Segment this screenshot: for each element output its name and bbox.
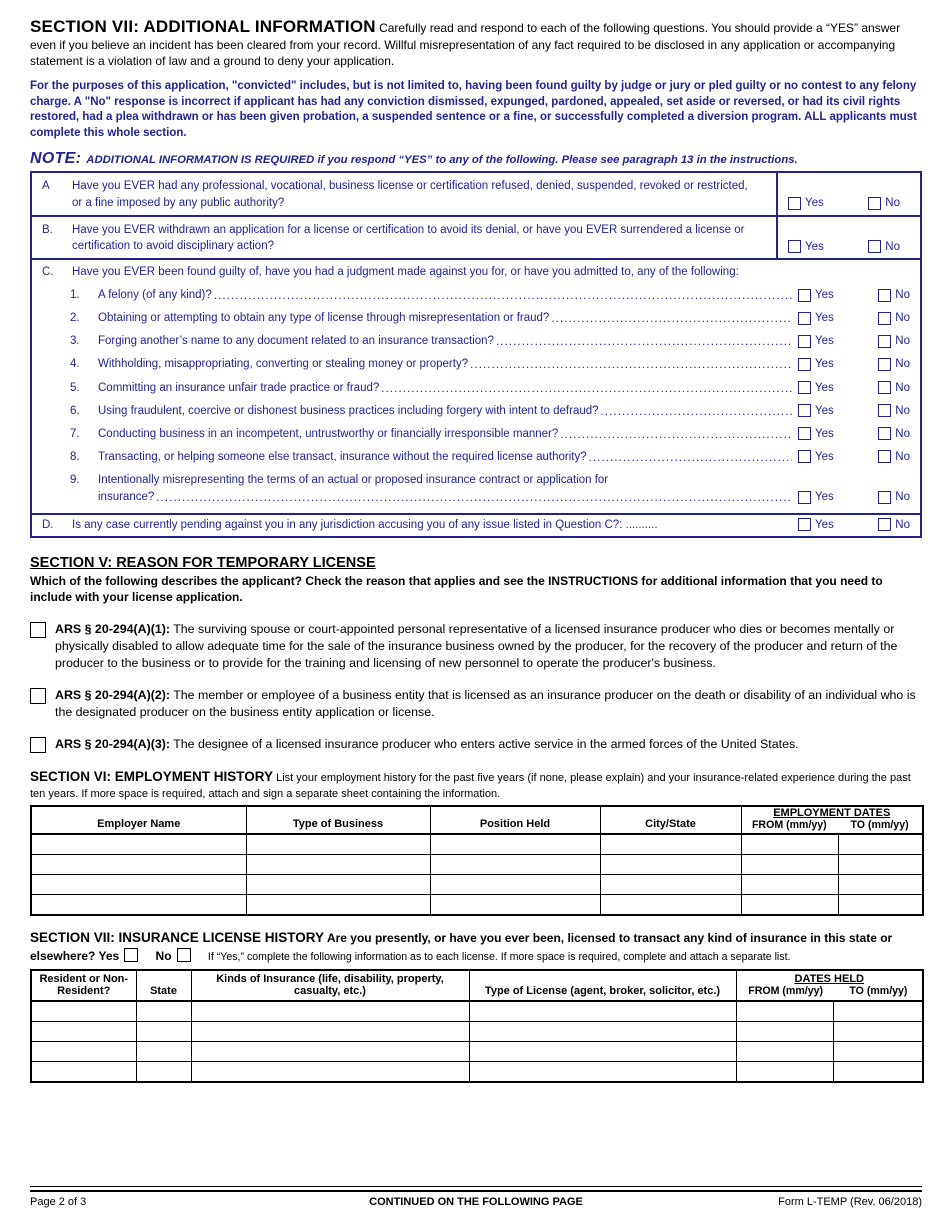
yes-no-group [798, 310, 910, 326]
type-of-business-cell[interactable] [246, 875, 430, 895]
question-b-answer-cell [776, 217, 920, 258]
question-c-item-6 [42, 403, 910, 419]
item-number: 2. [70, 312, 80, 325]
question-c-id: C. [42, 266, 54, 279]
type-cell[interactable] [469, 1001, 736, 1022]
employment-history-table [30, 805, 924, 916]
section-license-instructions: If “Yes,” complete the following information as to each license. If more space is required, complete and attach a separate list. [207, 951, 791, 964]
question-d-id: D. [42, 518, 54, 531]
dot-leader [381, 381, 792, 395]
reason-option-2-text: ARS § 20-294(A)(2): The member or employee of a business entity that is licensed as an insurance producer on the death or disability of an individual who is the designated producer on the business entity application or license. [55, 688, 916, 720]
dot-leader [470, 357, 792, 371]
from-date-cell[interactable] [741, 895, 838, 916]
no-label: No [895, 427, 910, 440]
question-a-no-checkbox[interactable] [868, 197, 881, 210]
yes-label: Yes [815, 289, 834, 302]
no-label: No [895, 381, 910, 394]
no-label: No [895, 404, 910, 417]
question-c-item-3 [42, 333, 910, 349]
type-cell[interactable] [469, 1022, 736, 1042]
section-employment-title: SECTION VI: EMPLOYMENT HISTORY [30, 769, 274, 785]
from-date-cell[interactable] [736, 1042, 833, 1062]
question-c7-no-checkbox[interactable] [878, 427, 891, 440]
dot-leader [214, 288, 792, 302]
question-c5-no-checkbox[interactable] [878, 381, 891, 394]
col-employment-dates [741, 806, 923, 834]
no-label: No [895, 358, 910, 371]
to-date-cell[interactable] [838, 855, 923, 875]
dot-leader [560, 427, 792, 441]
col-state: State [136, 970, 191, 1001]
resident-cell[interactable] [31, 1001, 136, 1022]
col-type-of-business: Type of Business [246, 806, 430, 834]
type-cell[interactable] [469, 1042, 736, 1062]
yes-label: Yes [815, 312, 834, 325]
license-table-row [31, 1042, 923, 1062]
from-date-cell[interactable] [736, 1062, 833, 1083]
question-c5-yes-checkbox[interactable] [798, 381, 811, 394]
city-state-cell[interactable] [600, 834, 741, 855]
employer-name-cell[interactable] [31, 834, 246, 855]
item-number: 4. [70, 358, 80, 371]
to-date-cell[interactable] [833, 1001, 923, 1022]
question-row-d [32, 515, 920, 536]
yes-label: Yes [815, 381, 834, 394]
yes-label: Yes [805, 197, 824, 210]
note-line [30, 150, 922, 168]
yes-label: Yes [815, 358, 834, 371]
item-number: 7. [70, 427, 80, 440]
yes-label: Yes [815, 335, 834, 348]
question-c-item-8 [42, 449, 910, 465]
reason-option-3-text: ARS § 20-294(A)(3): The designee of a licensed insurance producer who enters active service in the armed forces of the United States. [55, 737, 799, 752]
to-date-cell[interactable] [833, 1042, 923, 1062]
convicted-definition-note: For the purposes of this application, "convicted" includes, but is not limited to, having been found guilty by judge or jury or pled guilty or no contest to any felony charge. A "No" response is incorrect if applicant has had any conviction dismissed, expunged, pardoned, appealed, set aside or reversed, or had its civil rights restored, had a plea withdrawn or has been given probation, a suspended sentence or a fine, or successfully completed a diversion program. ALL applicants must complete this whole section. [30, 80, 917, 139]
from-date-cell[interactable] [741, 834, 838, 855]
yes-no-group [798, 356, 910, 372]
statute-label: ARS § 20-294(A)(3): [55, 737, 170, 752]
employer-name-cell[interactable] [31, 875, 246, 895]
yes-label: Yes [815, 490, 834, 503]
question-c3-yes-checkbox[interactable] [798, 335, 811, 348]
city-state-cell[interactable] [600, 855, 741, 875]
col-kinds-of-insurance: Kinds of Insurance (life, disability, property, casualty, etc.) [191, 970, 469, 1001]
yes-no-group [798, 449, 910, 465]
reason-option-2 [30, 687, 922, 721]
resident-cell[interactable] [31, 1042, 136, 1062]
question-c-item-5 [42, 380, 910, 396]
from-date-cell[interactable] [736, 1001, 833, 1022]
item-text: Using fraudulent, coercive or dishonest business practices including forgery with intent to defraud? [98, 404, 599, 417]
question-c1-no-checkbox[interactable] [878, 289, 891, 302]
type-of-business-cell[interactable] [246, 855, 430, 875]
position-held-cell[interactable] [430, 875, 600, 895]
license-table-row [31, 1062, 923, 1083]
section-additional-header [30, 16, 922, 69]
question-row-c [32, 260, 920, 515]
section-additional-intro: Carefully read and respond to each of the following questions. You should provide a “YES” answer even if you believe an incident has been cleared from your record. Willful misrepresentation of any fact required to be disclosed in any application or accompanying statement is a violation of law and a ground to deny your application. [30, 21, 901, 68]
city-state-cell[interactable] [600, 875, 741, 895]
from-date-cell[interactable] [741, 855, 838, 875]
question-c1-yes-checkbox[interactable] [798, 289, 811, 302]
form-id: Form L-TEMP (Rev. 06/2018) [778, 1196, 922, 1208]
question-d-yes-checkbox[interactable] [798, 518, 811, 531]
yes-no-group [798, 287, 910, 303]
to-date-cell[interactable] [838, 895, 923, 916]
kinds-cell[interactable] [191, 1042, 469, 1062]
question-c9-yes-checkbox[interactable] [798, 491, 811, 504]
no-label: No [895, 490, 910, 503]
dot-leader [551, 311, 792, 325]
item-text: Transacting, or helping someone else transact, insurance without the required license authority? [98, 450, 587, 463]
col-position-held: Position Held [430, 806, 600, 834]
yes-label: Yes [815, 518, 834, 531]
section-reason [30, 555, 922, 753]
question-b-no-checkbox[interactable] [868, 240, 881, 253]
position-held-cell[interactable] [430, 855, 600, 875]
state-cell[interactable] [136, 1022, 191, 1042]
item-text: Obtaining or attempting to obtain any type of license through misrepresentation or fraud? [98, 312, 550, 325]
question-c-item-2 [42, 310, 910, 326]
section-reason-intro: Which of the following describes the applicant? Check the reason that applies and see the INSTRUCTIONS for additional information that you need to include with your license application. [30, 574, 883, 604]
reason-option-1-text: ARS § 20-294(A)(1): The surviving spouse or court-appointed personal representative of a licensed insurance producer who dies or becomes mentally or physically disabled to allow adequate time for the sale of the insurance business owned by the producer, for the recovery of the producer and return of the producer to the business or to provide for the training and licensing of new personnel to operate the producer's business. [55, 621, 898, 670]
yes-label: Yes [815, 450, 834, 463]
employment-table-row [31, 855, 923, 875]
to-date-cell[interactable] [833, 1062, 923, 1083]
employment-table-header-row [31, 806, 923, 834]
no-label: No [895, 518, 910, 531]
position-held-cell[interactable] [430, 834, 600, 855]
item-number: 5. [70, 381, 80, 394]
from-date-cell[interactable] [736, 1022, 833, 1042]
yes-label: Yes [815, 404, 834, 417]
item-number: 8. [70, 450, 80, 463]
item-number: 3. [70, 335, 80, 348]
insurance-license-history-table [30, 969, 924, 1083]
page-footer [30, 1186, 922, 1208]
yes-no-group [798, 380, 910, 396]
col-resident: Resident or Non-Resident? [31, 970, 136, 1001]
dot-leader [496, 334, 792, 348]
yes-no-group [798, 489, 910, 505]
item-text: Conducting business in an incompetent, untrustworthy or financially irresponsible manner? [98, 427, 559, 440]
footer-rule [30, 1186, 922, 1192]
question-c-text: Have you EVER been found guilty of, have you had a judgment made against you for, or have you admitted to, any of the following: [72, 266, 739, 279]
to-date-cell[interactable] [833, 1022, 923, 1042]
section-employment-header [30, 768, 922, 801]
item-number: 6. [70, 404, 80, 417]
yes-no-group [798, 403, 910, 419]
question-d-text: Is any case currently pending against you in any jurisdiction accusing you of any issue listed in Question C?: .......... [72, 518, 658, 531]
question-row-a [32, 173, 920, 216]
employer-name-cell[interactable] [31, 895, 246, 916]
to-date-cell[interactable] [838, 875, 923, 895]
license-yes-label: Yes [98, 949, 120, 964]
position-held-cell[interactable] [430, 895, 600, 916]
question-a-answer-cell [776, 173, 920, 214]
no-label: No [895, 335, 910, 348]
kinds-cell[interactable] [191, 1022, 469, 1042]
type-of-business-cell[interactable] [246, 895, 430, 916]
yes-no-group [798, 333, 910, 349]
question-c-item-7 [42, 426, 910, 442]
dot-leader [601, 404, 792, 418]
license-table-header-row [31, 970, 923, 1001]
yes-label: Yes [805, 240, 824, 253]
col-city-state: City/State [600, 806, 741, 834]
license-table-row [31, 1022, 923, 1042]
question-c-item-4 [42, 356, 910, 372]
yes-no-group [788, 197, 900, 210]
col-dates-held [736, 970, 923, 1001]
reason-option-3-checkbox[interactable] [30, 737, 46, 753]
reason-option-1 [30, 621, 922, 672]
resident-cell[interactable] [31, 1062, 136, 1083]
employment-table-row [31, 895, 923, 916]
to-header: TO (mm/yy) [850, 819, 909, 832]
question-row-b [32, 217, 920, 260]
section-employment [30, 768, 922, 916]
license-table-row [31, 1001, 923, 1022]
col-employer-name: Employer Name [31, 806, 246, 834]
yes-no-group [788, 240, 900, 253]
from-header: FROM (mm/yy) [748, 984, 824, 997]
continued-note: CONTINUED ON THE FOLLOWING PAGE [369, 1196, 583, 1208]
from-date-cell[interactable] [741, 875, 838, 895]
no-label: No [895, 312, 910, 325]
section-license-question: Are you presently, or have you ever been, licensed to transact any kind of insurance in this state or elsewhere? [30, 931, 893, 964]
no-label: No [895, 289, 910, 302]
statute-label: ARS § 20-294(A)(2): [55, 688, 170, 703]
section-license [30, 929, 922, 1083]
question-d-no-checkbox[interactable] [878, 518, 891, 531]
item-text: A felony (of any kind)? [98, 289, 212, 302]
question-c3-no-checkbox[interactable] [878, 335, 891, 348]
question-c-header [42, 264, 910, 280]
kinds-cell[interactable] [191, 1001, 469, 1022]
question-c-item-9-line2 [42, 489, 910, 505]
note-text: ADDITIONAL INFORMATION IS REQUIRED if you respond “YES” to any of the following. Please see paragraph 13 in the instructions. [86, 154, 798, 167]
question-c2-no-checkbox[interactable] [878, 312, 891, 325]
reason-option-1-checkbox[interactable] [30, 622, 46, 638]
dates-held-header: DATES HELD [794, 972, 864, 985]
state-cell[interactable] [136, 1001, 191, 1022]
yes-no-group [798, 518, 910, 531]
section-license-header [30, 929, 922, 965]
question-c9-no-checkbox[interactable] [878, 491, 891, 504]
question-a-id: A [42, 180, 50, 193]
dot-leader [589, 450, 792, 464]
question-b-text: Have you EVER withdrawn an application for a license or certification to avoid its denial, or have you EVER surrendered a license or certification to avoid disciplinary action? [72, 223, 745, 253]
to-date-cell[interactable] [838, 834, 923, 855]
section-employment-intro: List your employment history for the past five years (if none, please explain) and your insurance-related experience during the past ten years. If more space is required, attach and sign a separate sheet containing the information. [30, 772, 911, 800]
question-c-item-9-line1 [42, 472, 910, 488]
license-yes-checkbox[interactable] [124, 948, 138, 962]
col-type-of-license: Type of License (agent, broker, solicitor, etc.) [469, 970, 736, 1001]
reason-option-3 [30, 736, 922, 753]
question-c6-no-checkbox[interactable] [878, 404, 891, 417]
employment-table-row [31, 834, 923, 855]
no-label: No [885, 197, 900, 210]
state-cell[interactable] [136, 1062, 191, 1083]
kinds-cell[interactable] [191, 1062, 469, 1083]
question-a-yes-checkbox[interactable] [788, 197, 801, 210]
employment-dates-header: EMPLOYMENT DATES [773, 807, 891, 820]
question-c6-yes-checkbox[interactable] [798, 404, 811, 417]
question-c4-no-checkbox[interactable] [878, 358, 891, 371]
page-number: Page 2 of 3 [30, 1196, 87, 1208]
question-c2-yes-checkbox[interactable] [798, 312, 811, 325]
yes-label: Yes [815, 427, 834, 440]
type-cell[interactable] [469, 1062, 736, 1083]
item-text: Intentionally misrepresenting the terms of an actual or proposed insurance contract or application for [98, 473, 609, 486]
question-c-item-1 [42, 287, 910, 303]
question-c7-yes-checkbox[interactable] [798, 427, 811, 440]
note-label: NOTE: [30, 150, 82, 168]
from-header: FROM (mm/yy) [751, 819, 827, 832]
item-number: 1. [70, 289, 80, 302]
question-c4-yes-checkbox[interactable] [798, 358, 811, 371]
to-header: TO (mm/yy) [849, 984, 908, 997]
additional-information-table [30, 171, 922, 538]
yes-no-group [798, 426, 910, 442]
question-a-text: Have you EVER had any professional, vocational, business license or certification refused, denied, suspended, revoked or restricted, or a fine imposed by any public authority? [72, 180, 748, 210]
employer-name-cell[interactable] [31, 855, 246, 875]
section-reason-title: SECTION V: REASON FOR TEMPORARY LICENSE [30, 555, 376, 572]
item-text: Forging another’s name to any document related to an insurance transaction? [98, 335, 494, 348]
city-state-cell[interactable] [600, 895, 741, 916]
item-number: 9. [70, 473, 80, 486]
section-additional-title: SECTION VII: ADDITIONAL INFORMATION [30, 17, 376, 36]
item-text-continued: insurance? [98, 490, 155, 503]
employment-table-row [31, 875, 923, 895]
license-no-label: No [155, 949, 172, 964]
dot-leader [156, 490, 792, 504]
state-cell[interactable] [136, 1042, 191, 1062]
item-text: Withholding, misappropriating, converting or stealing money or property? [98, 358, 469, 371]
no-label: No [895, 450, 910, 463]
no-label: No [885, 240, 900, 253]
reason-option-2-checkbox[interactable] [30, 688, 46, 704]
license-no-checkbox[interactable] [177, 948, 191, 962]
resident-cell[interactable] [31, 1022, 136, 1042]
type-of-business-cell[interactable] [246, 834, 430, 855]
question-c8-no-checkbox[interactable] [878, 450, 891, 463]
question-b-id: B. [42, 223, 53, 236]
statute-label: ARS § 20-294(A)(1): [55, 621, 170, 636]
section-license-title: SECTION VII: INSURANCE LICENSE HISTORY [30, 930, 325, 946]
item-text: Committing an insurance unfair trade practice or fraud? [98, 381, 380, 394]
question-c8-yes-checkbox[interactable] [798, 450, 811, 463]
question-b-yes-checkbox[interactable] [788, 240, 801, 253]
